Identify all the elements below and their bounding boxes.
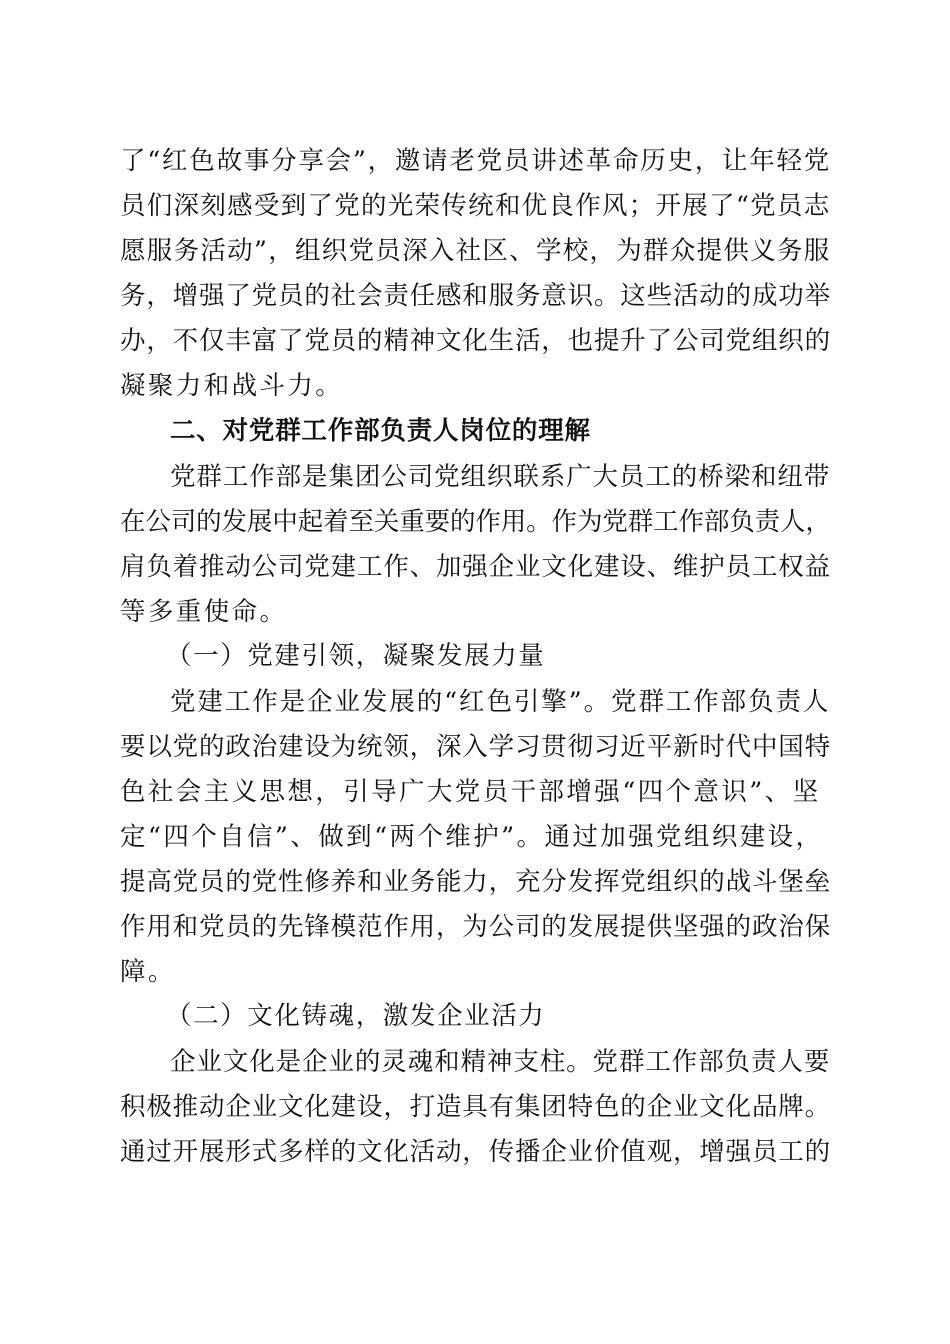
- body-line-13: 色社会主义思想，引导广大党员干部增强“四个意识”、坚: [120, 777, 821, 807]
- body-line-18: 企业文化是企业的灵魂和精神支柱。党群工作部负责人要: [170, 1047, 831, 1077]
- subheading-2: （二）文化铸魂，激发企业活力: [166, 1001, 546, 1031]
- body-line-6: 凝聚力和战斗力。: [120, 371, 344, 401]
- body-line-20: 通过开展形式多样的文化活动，传播企业价值观，增强员工的: [120, 1137, 831, 1167]
- body-line-4: 务，增强了党员的社会责任感和服务意识。这些活动的成功举: [120, 281, 831, 311]
- body-line-14: 定“四个自信”、做到“两个维护”。通过加强党组织建设，: [120, 822, 824, 852]
- body-line-2: 员们深刻感受到了党的光荣传统和优良作风；开展了“党员志: [120, 191, 831, 221]
- section-heading: 二、对党群工作部负责人岗位的理解: [170, 416, 591, 446]
- body-line-19: 积极推动企业文化建设，打造具有集团特色的企业文化品牌。: [120, 1092, 831, 1122]
- body-line-3: 愿服务活动”，组织党员深入社区、学校，为群众提供义务服: [120, 236, 831, 266]
- subheading-1: （一）党建引领，凝聚发展力量: [166, 641, 546, 671]
- body-line-17: 障。: [120, 957, 176, 987]
- body-line-1: 了“红色故事分享会”，邀请老党员讲述革命历史，让年轻党: [120, 146, 832, 176]
- body-line-11: 党建工作是企业发展的“红色引擎”。党群工作部负责人: [170, 687, 831, 717]
- body-line-16: 作用和党员的先锋模范作用，为公司的发展提供坚强的政治保: [120, 912, 831, 942]
- body-line-7: 党群工作部是集团公司党组织联系广大员工的桥梁和纽带: [170, 462, 831, 492]
- body-line-8: 在公司的发展中起着至关重要的作用。作为党群工作部负责人，: [120, 507, 831, 537]
- body-line-12: 要以党的政治建设为统领，深入学习贯彻习近平新时代中国特: [120, 732, 831, 762]
- body-line-5: 办，不仅丰富了党员的精神文化生活，也提升了公司党组织的: [120, 326, 831, 356]
- body-line-10: 等多重使命。: [120, 597, 288, 627]
- body-line-9: 肩负着推动公司党建工作、加强企业文化建设、维护员工权益: [120, 552, 831, 582]
- body-line-15: 提高党员的党性修养和业务能力，充分发挥党组织的战斗堡垒: [120, 867, 831, 897]
